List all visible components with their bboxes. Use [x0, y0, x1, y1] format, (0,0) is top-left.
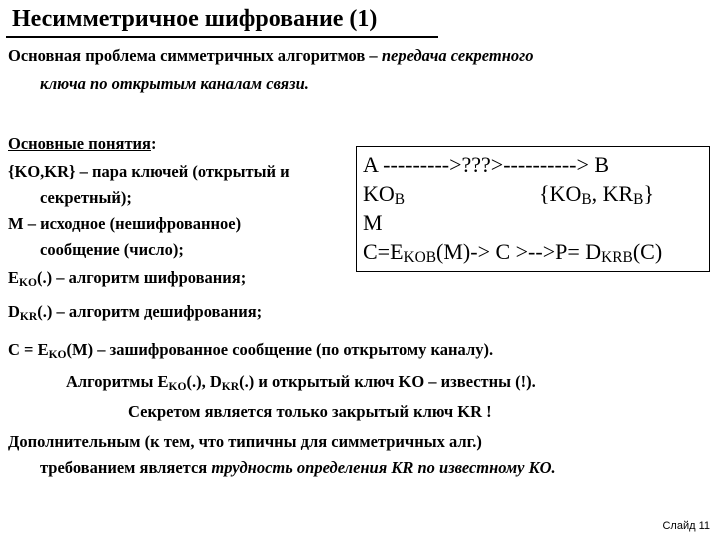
box-row-keys-b: [539, 180, 654, 208]
box-keypair-close: }: [643, 181, 654, 206]
box-row-message: M: [363, 210, 383, 235]
box-key-a-sub: B: [394, 191, 406, 208]
decrypt-symbol: D: [8, 302, 20, 321]
message-line-1: M – исходное (нешифрованное): [8, 214, 242, 233]
exchange-box: [356, 146, 710, 272]
concepts-heading: [8, 134, 156, 154]
encrypt-subscript: KO: [19, 277, 37, 289]
encrypt-def: [8, 268, 246, 288]
decrypt-subscript: KR: [19, 311, 38, 323]
concepts-heading-text: Основные понятия: [8, 134, 151, 153]
concepts-heading-colon: :: [150, 134, 157, 153]
formula-part-1: C=E: [363, 239, 404, 264]
encrypt-symbol: E: [8, 268, 20, 287]
cipher-pre: C = E: [8, 340, 49, 359]
message-line-2: сообщение (число);: [40, 240, 184, 259]
decrypt-def: [8, 302, 262, 322]
decrypt-text: (.) – алгоритм дешифрования;: [37, 302, 263, 321]
box-key-a: KO: [363, 181, 395, 206]
known-algorithms: [66, 372, 536, 392]
formula-part-2: (M)-> C >-->P= D: [436, 239, 602, 264]
formula-part-3: (C): [632, 239, 663, 264]
intro-emphasis-1: передача секретного: [381, 46, 534, 65]
keys-line-1: {KO,KR} – пара ключей (открытый и: [8, 162, 290, 181]
secret-statement: Секретом является только закрытый ключ KR !: [128, 402, 492, 421]
cipher-definition: [8, 340, 493, 360]
encrypt-text: (.) – алгоритм шифрования;: [36, 268, 247, 287]
known-sub-2: KR: [221, 381, 240, 393]
box-keypair-kr-sub: B: [633, 191, 644, 208]
intro-prefix: Основная проблема симметричных алгоритмов –: [8, 46, 382, 65]
page-title: Несимметричное шифрование (1): [12, 6, 378, 32]
extra-line-1: Дополнительным (к тем, что типичны для симметричных алг.): [8, 432, 482, 451]
box-keypair-ko: {KO: [539, 181, 582, 206]
cipher-sub: KO: [48, 349, 67, 361]
formula-sub-2: KRB: [601, 249, 633, 266]
known-pre: Алгоритмы E: [66, 372, 169, 391]
extra-prefix: требованием является: [40, 458, 212, 477]
box-row-formula: [363, 238, 662, 266]
known-sub-1: KO: [168, 381, 187, 393]
formula-sub-1: KOB: [403, 249, 437, 266]
box-row-keys-a: [363, 180, 405, 208]
title-underline: [6, 36, 438, 38]
keys-line-2: секретный);: [40, 188, 132, 207]
cipher-rest: (M) – зашифрованное сообщение (по открытому каналу).: [66, 340, 494, 359]
known-rest: (.) и открытый ключ KO – известны (!).: [239, 372, 536, 391]
box-keypair-ko-sub: B: [581, 191, 592, 208]
box-keypair-kr: , KR: [591, 181, 634, 206]
extra-line-2: [40, 458, 556, 478]
box-row-transfer: A --------->???>----------> B: [363, 152, 610, 177]
intro-line-2: ключа по открытым каналам связи.: [40, 74, 309, 93]
intro-line-1: [8, 46, 533, 66]
known-mid: (.), D: [186, 372, 222, 391]
slide-number: Слайд 11: [662, 520, 710, 532]
extra-emphasis: трудность определения KR по известному KO.: [211, 458, 556, 477]
